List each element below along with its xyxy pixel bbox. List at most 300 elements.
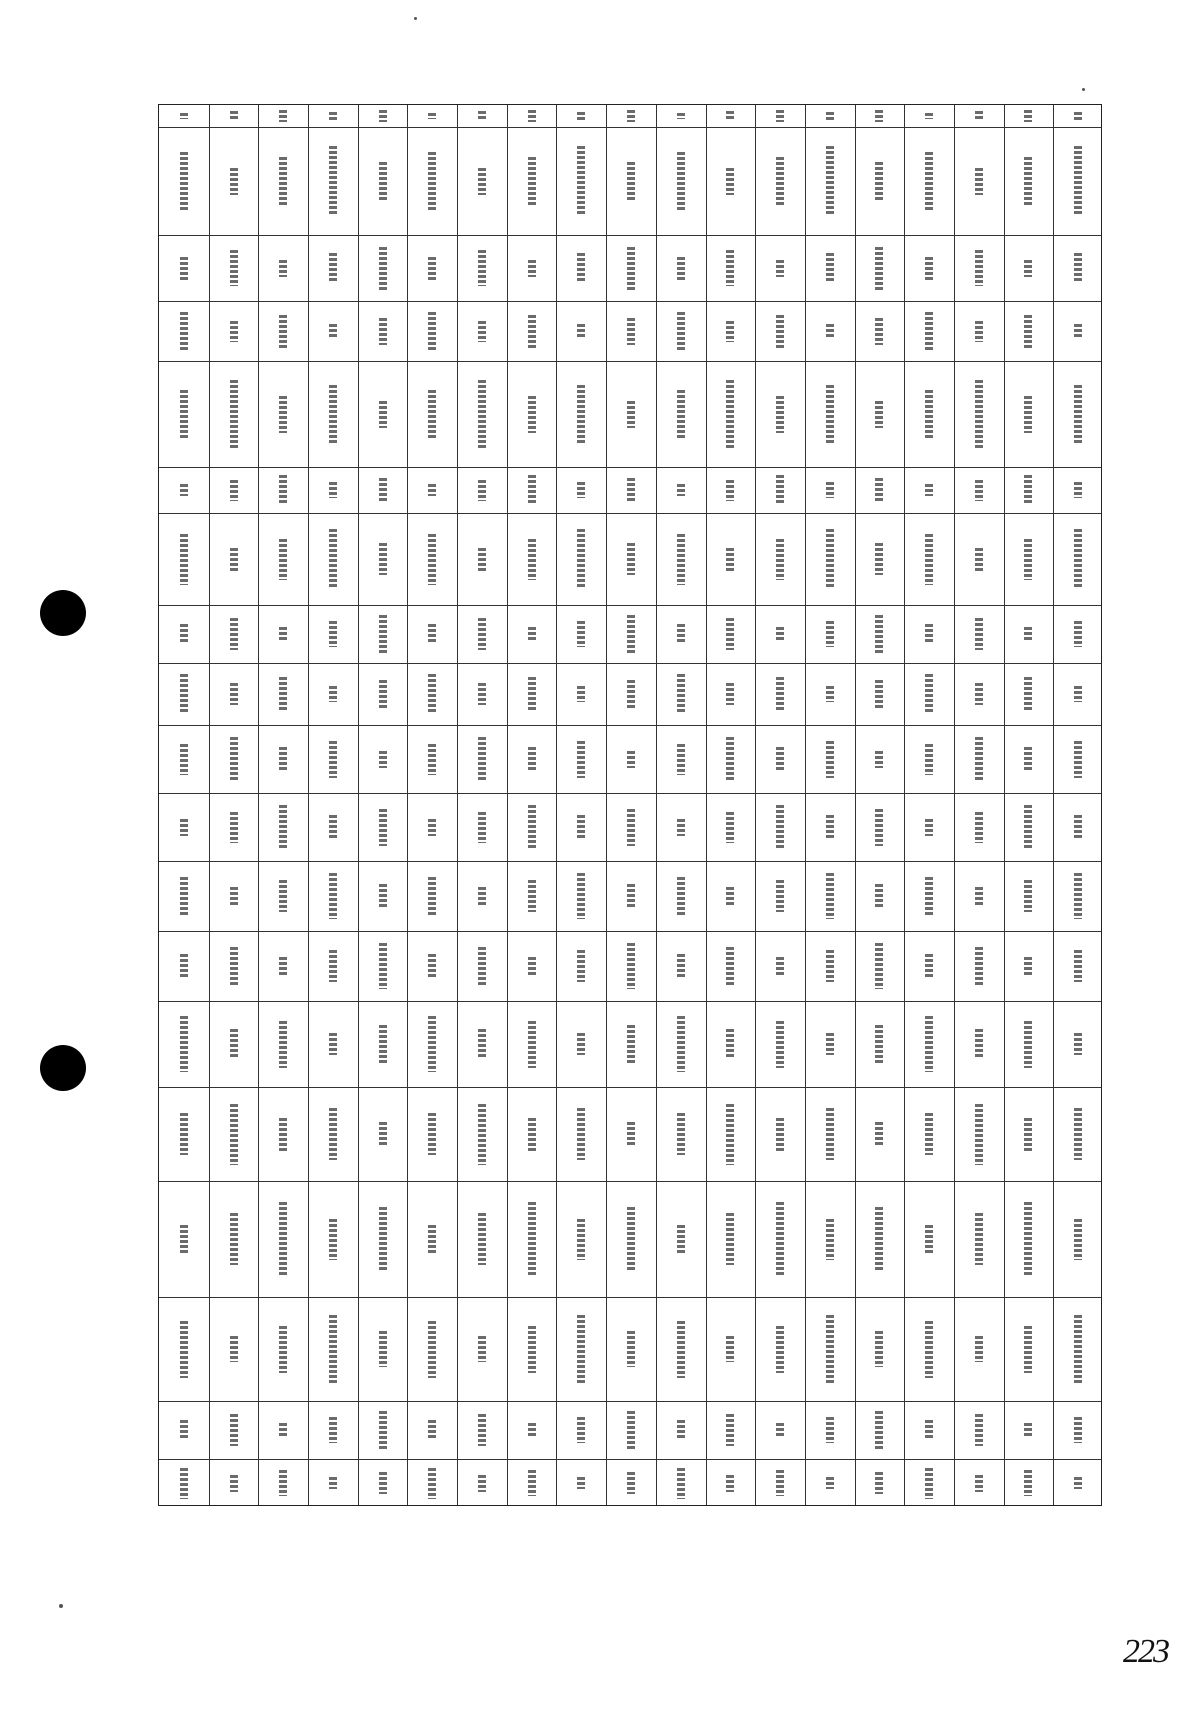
punch-hole-top [40,590,86,636]
illegible-cell-text [925,674,933,714]
illegible-cell-text [577,324,585,339]
illegible-cell-text [428,257,436,280]
illegible-cell-text [975,168,983,195]
illegible-cell-text [875,478,883,503]
illegible-cell-text [478,1336,486,1362]
illegible-cell-text [279,1021,287,1068]
illegible-cell-text [925,152,933,211]
illegible-cell-text [875,247,883,290]
illegible-cell-text [478,1104,486,1165]
illegible-cell-text [379,680,387,708]
illegible-cell-text [1074,253,1082,283]
illegible-cell-text [726,480,734,501]
illegible-cell-text [577,1417,585,1443]
illegible-cell-text [329,1219,337,1260]
illegible-cell-text [528,260,536,277]
illegible-cell-text [428,744,436,775]
illegible-cell-text [180,257,188,280]
illegible-cell-text [726,111,734,121]
illegible-cell-text [279,315,287,348]
illegible-cell-text [875,318,883,345]
illegible-cell-text [379,1472,387,1494]
illegible-cell-text [975,812,983,843]
illegible-cell-text [776,1326,784,1373]
table-row-divider [954,105,955,1505]
illegible-cell-text [1024,1118,1032,1151]
illegible-cell-text [428,534,436,585]
illegible-cell-text [875,1207,883,1271]
illegible-cell-text [677,1225,685,1254]
illegible-cell-text [478,168,486,195]
table-column-divider [159,127,1101,128]
illegible-cell-text [577,950,585,982]
illegible-cell-text [826,253,834,283]
illegible-cell-text [975,321,983,342]
illegible-cell-text [677,113,685,119]
illegible-cell-text [826,1033,834,1055]
illegible-cell-text [528,880,536,912]
illegible-cell-text [677,877,685,916]
illegible-cell-text [279,110,287,122]
illegible-cell-text [1024,1470,1032,1496]
illegible-cell-text [230,737,238,781]
illegible-cell-text [826,950,834,982]
illegible-cell-text [826,621,834,647]
illegible-cell-text [776,260,784,277]
illegible-cell-text [478,321,486,342]
illegible-cell-text [577,1033,585,1055]
illegible-cell-text [230,250,238,286]
illegible-cell-text [925,1016,933,1072]
illegible-cell-text [577,686,585,702]
illegible-cell-text [379,1411,387,1449]
illegible-cell-text [379,1207,387,1271]
table-column-divider [159,235,1101,236]
illegible-cell-text [478,947,486,986]
illegible-cell-text [875,751,883,768]
illegible-cell-text [726,1213,734,1265]
illegible-cell-text [627,110,635,122]
table-column-divider [159,513,1101,514]
illegible-cell-text [1024,880,1032,912]
illegible-cell-text [776,805,784,849]
illegible-cell-text [230,887,238,905]
illegible-cell-text [726,812,734,843]
illegible-cell-text [627,401,635,428]
illegible-cell-text [180,390,188,438]
illegible-cell-text [826,1219,834,1260]
illegible-cell-text [329,253,337,283]
illegible-cell-text [379,247,387,290]
illegible-cell-text [677,674,685,714]
illegible-cell-text [975,737,983,781]
illegible-cell-text [677,390,685,438]
illegible-cell-text [925,312,933,351]
illegible-cell-text [180,312,188,351]
table-row-divider [855,105,856,1505]
illegible-cell-text [726,683,734,705]
illegible-cell-text [677,1113,685,1155]
illegible-cell-text [428,390,436,438]
illegible-cell-text [1074,324,1082,339]
illegible-cell-text [180,1420,188,1440]
table-column-divider [159,1087,1101,1088]
table-row-divider [507,105,508,1505]
illegible-cell-text [577,873,585,919]
illegible-cell-text [677,484,685,496]
table-column-divider [159,605,1101,606]
illegible-cell-text [1024,957,1032,975]
table-column-divider [159,467,1101,468]
illegible-cell-text [925,257,933,280]
illegible-cell-text [1074,741,1082,778]
illegible-cell-text [1074,1219,1082,1260]
illegible-cell-text [528,677,536,711]
table-column-divider [159,663,1101,664]
punch-hole-bottom [40,1045,86,1091]
illegible-cell-text [726,321,734,342]
illegible-cell-text [1024,315,1032,348]
illegible-cell-text [428,113,436,119]
illegible-cell-text [1074,482,1082,498]
illegible-cell-text [627,615,635,653]
illegible-cell-text [726,1475,734,1492]
table-row-divider [656,105,657,1505]
illegible-cell-text [1024,677,1032,711]
illegible-cell-text [329,1108,337,1160]
illegible-cell-text [677,624,685,644]
illegible-cell-text [677,534,685,585]
illegible-cell-text [975,1104,983,1165]
illegible-cell-text [379,401,387,428]
illegible-cell-text [826,815,834,839]
illegible-cell-text [180,1016,188,1072]
illegible-cell-text [428,819,436,836]
illegible-cell-text [975,1414,983,1446]
illegible-cell-text [379,943,387,989]
table-column-divider [159,361,1101,362]
illegible-cell-text [1074,950,1082,982]
illegible-cell-text [180,113,188,119]
illegible-cell-text [975,1336,983,1362]
illegible-cell-text [528,1423,536,1438]
illegible-cell-text [428,674,436,714]
illegible-cell-text [627,318,635,345]
illegible-cell-text [279,805,287,849]
illegible-cell-text [776,627,784,642]
illegible-cell-text [1024,627,1032,642]
illegible-cell-text [379,543,387,575]
illegible-cell-text [528,157,536,206]
illegible-cell-text [1024,260,1032,277]
illegible-cell-text [230,1336,238,1362]
illegible-cell-text [975,683,983,705]
table-row-divider [258,105,259,1505]
illegible-cell-text [329,950,337,982]
illegible-cell-text [627,1411,635,1449]
illegible-cell-text [577,1219,585,1260]
scan-speck-1 [414,17,417,20]
illegible-cell-text [726,887,734,905]
illegible-cell-text [826,482,834,498]
illegible-cell-text [577,482,585,498]
illegible-cell-text [379,884,387,909]
table-row-divider [457,105,458,1505]
illegible-cell-text [230,168,238,195]
illegible-cell-text [975,1029,983,1059]
illegible-cell-text [627,543,635,575]
illegible-cell-text [826,529,834,589]
table-column-divider [159,1459,1101,1460]
illegible-cell-text [279,1202,287,1277]
illegible-cell-text [677,1321,685,1378]
illegible-cell-text [1074,146,1082,216]
illegible-cell-text [776,747,784,771]
illegible-cell-text [875,615,883,653]
illegible-cell-text [975,887,983,905]
illegible-cell-text [627,1331,635,1367]
illegible-cell-text [726,1336,734,1362]
table-column-divider [159,861,1101,862]
illegible-cell-text [230,812,238,843]
illegible-cell-text [627,162,635,200]
table-row-divider [755,105,756,1505]
illegible-cell-text [428,1420,436,1440]
table-column-divider [159,931,1101,932]
illegible-cell-text [1074,686,1082,702]
illegible-cell-text [230,618,238,650]
illegible-cell-text [428,312,436,351]
illegible-cell-text [627,884,635,909]
illegible-cell-text [230,1029,238,1059]
illegible-cell-text [975,480,983,501]
illegible-cell-text [180,1113,188,1155]
illegible-cell-text [776,957,784,975]
illegible-cell-text [1074,112,1082,120]
illegible-cell-text [379,478,387,503]
illegible-cell-text [230,1213,238,1265]
illegible-cell-text [180,1225,188,1254]
illegible-cell-text [975,947,983,986]
table-row-divider [407,105,408,1505]
illegible-cell-text [776,1202,784,1277]
illegible-cell-text [826,686,834,702]
illegible-cell-text [478,380,486,449]
illegible-cell-text [279,475,287,505]
illegible-cell-text [379,615,387,653]
illegible-cell-text [975,250,983,286]
illegible-cell-text [875,1472,883,1494]
table-row-divider [556,105,557,1505]
table-row-divider [805,105,806,1505]
illegible-cell-text [726,1029,734,1059]
illegible-cell-text [528,475,536,505]
illegible-cell-text [379,110,387,122]
illegible-cell-text [379,162,387,200]
illegible-cell-text [180,152,188,211]
illegible-cell-text [528,627,536,642]
illegible-cell-text [528,747,536,771]
illegible-cell-text [478,887,486,905]
illegible-cell-text [230,480,238,501]
illegible-cell-text [528,110,536,122]
illegible-cell-text [975,548,983,571]
illegible-cell-text [230,321,238,342]
illegible-cell-text [1024,1021,1032,1068]
illegible-cell-text [478,480,486,501]
illegible-cell-text [577,112,585,120]
illegible-cell-text [677,1016,685,1072]
illegible-cell-text [329,146,337,216]
illegible-cell-text [875,884,883,909]
illegible-cell-text [975,618,983,650]
illegible-cell-text [826,146,834,216]
illegible-cell-text [478,111,486,121]
illegible-cell-text [279,677,287,711]
illegible-cell-text [1024,396,1032,433]
illegible-cell-text [279,627,287,642]
illegible-cell-text [726,618,734,650]
illegible-cell-text [180,819,188,836]
illegible-cell-text [528,1202,536,1277]
illegible-cell-text [627,1207,635,1271]
illegible-cell-text [379,318,387,345]
illegible-cell-text [180,484,188,496]
scan-speck-2 [1082,88,1085,91]
illegible-cell-text [776,157,784,206]
illegible-cell-text [180,674,188,714]
illegible-cell-text [279,396,287,433]
table-column-divider [159,725,1101,726]
illegible-cell-text [577,1477,585,1489]
illegible-cell-text [428,484,436,496]
illegible-cell-text [379,751,387,768]
illegible-cell-text [875,110,883,122]
table-row-divider [1053,105,1054,1505]
illegible-cell-text [329,873,337,919]
illegible-cell-text [726,1414,734,1446]
illegible-cell-text [826,385,834,443]
illegible-cell-text [776,1470,784,1496]
illegible-cell-text [925,1113,933,1155]
illegible-cell-text [627,478,635,503]
illegible-cell-text [776,315,784,348]
illegible-cell-text [1074,1108,1082,1160]
illegible-cell-text [726,947,734,986]
illegible-cell-text [726,737,734,781]
illegible-cell-text [875,543,883,575]
illegible-cell-text [428,1016,436,1072]
illegible-cell-text [577,1108,585,1160]
illegible-cell-text [627,1025,635,1064]
illegible-cell-text [379,1025,387,1064]
illegible-cell-text [826,873,834,919]
illegible-cell-text [230,683,238,705]
illegible-cell-text [677,954,685,979]
illegible-cell-text [1024,1423,1032,1438]
illegible-cell-text [925,534,933,585]
table-column-divider [159,1297,1101,1298]
illegible-cell-text [776,677,784,711]
illegible-cell-text [1024,539,1032,580]
illegible-cell-text [776,1021,784,1068]
illegible-cell-text [776,396,784,433]
illegible-cell-text [875,1122,883,1146]
illegible-cell-text [925,877,933,916]
illegible-cell-text [478,618,486,650]
illegible-cell-text [627,943,635,989]
illegible-cell-text [826,741,834,778]
illegible-cell-text [329,112,337,120]
illegible-cell-text [577,741,585,778]
illegible-cell-text [1024,747,1032,771]
illegible-cell-text [925,1321,933,1378]
illegible-cell-text [1024,805,1032,849]
illegible-cell-text [1024,1326,1032,1373]
illegible-cell-text [478,250,486,286]
illegible-cell-text [577,146,585,216]
illegible-cell-text [925,819,933,836]
illegible-cell-text [428,152,436,211]
illegible-cell-text [577,621,585,647]
illegible-cell-text [279,747,287,771]
illegible-cell-text [230,1414,238,1446]
illegible-cell-text [279,539,287,580]
illegible-cell-text [875,1025,883,1064]
illegible-cell-text [329,529,337,589]
illegible-cell-text [975,1475,983,1492]
illegible-cell-text [528,1326,536,1373]
illegible-cell-text [726,1104,734,1165]
illegible-cell-text [428,624,436,644]
illegible-cell-text [329,385,337,443]
illegible-cell-text [279,1118,287,1151]
illegible-cell-text [1074,1315,1082,1383]
illegible-cell-text [528,396,536,433]
illegible-cell-text [528,1118,536,1151]
illegible-cell-text [478,1475,486,1492]
illegible-cell-text [627,680,635,708]
illegible-cell-text [279,1423,287,1438]
illegible-cell-text [180,954,188,979]
illegible-cell-text [726,548,734,571]
illegible-cell-text [925,954,933,979]
illegible-cell-text [329,686,337,702]
illegible-cell-text [826,324,834,339]
illegible-cell-text [577,529,585,589]
illegible-cell-text [875,943,883,989]
illegible-cell-text [726,168,734,195]
illegible-cell-text [627,1122,635,1146]
illegible-cell-text [627,809,635,846]
page-number: 223 [1123,1633,1168,1670]
illegible-cell-text [478,548,486,571]
illegible-cell-text [180,1321,188,1378]
illegible-cell-text [776,1423,784,1438]
illegible-cell-text [528,805,536,849]
illegible-cell-text [180,1468,188,1499]
illegible-cell-text [925,744,933,775]
table-row-divider [706,105,707,1505]
illegible-cell-text [577,253,585,283]
illegible-cell-text [776,539,784,580]
illegible-cell-text [925,1225,933,1254]
illegible-cell-text [279,157,287,206]
illegible-cell-text [329,741,337,778]
illegible-cell-text [1074,1477,1082,1489]
table-row-divider [606,105,607,1505]
illegible-cell-text [528,1470,536,1496]
